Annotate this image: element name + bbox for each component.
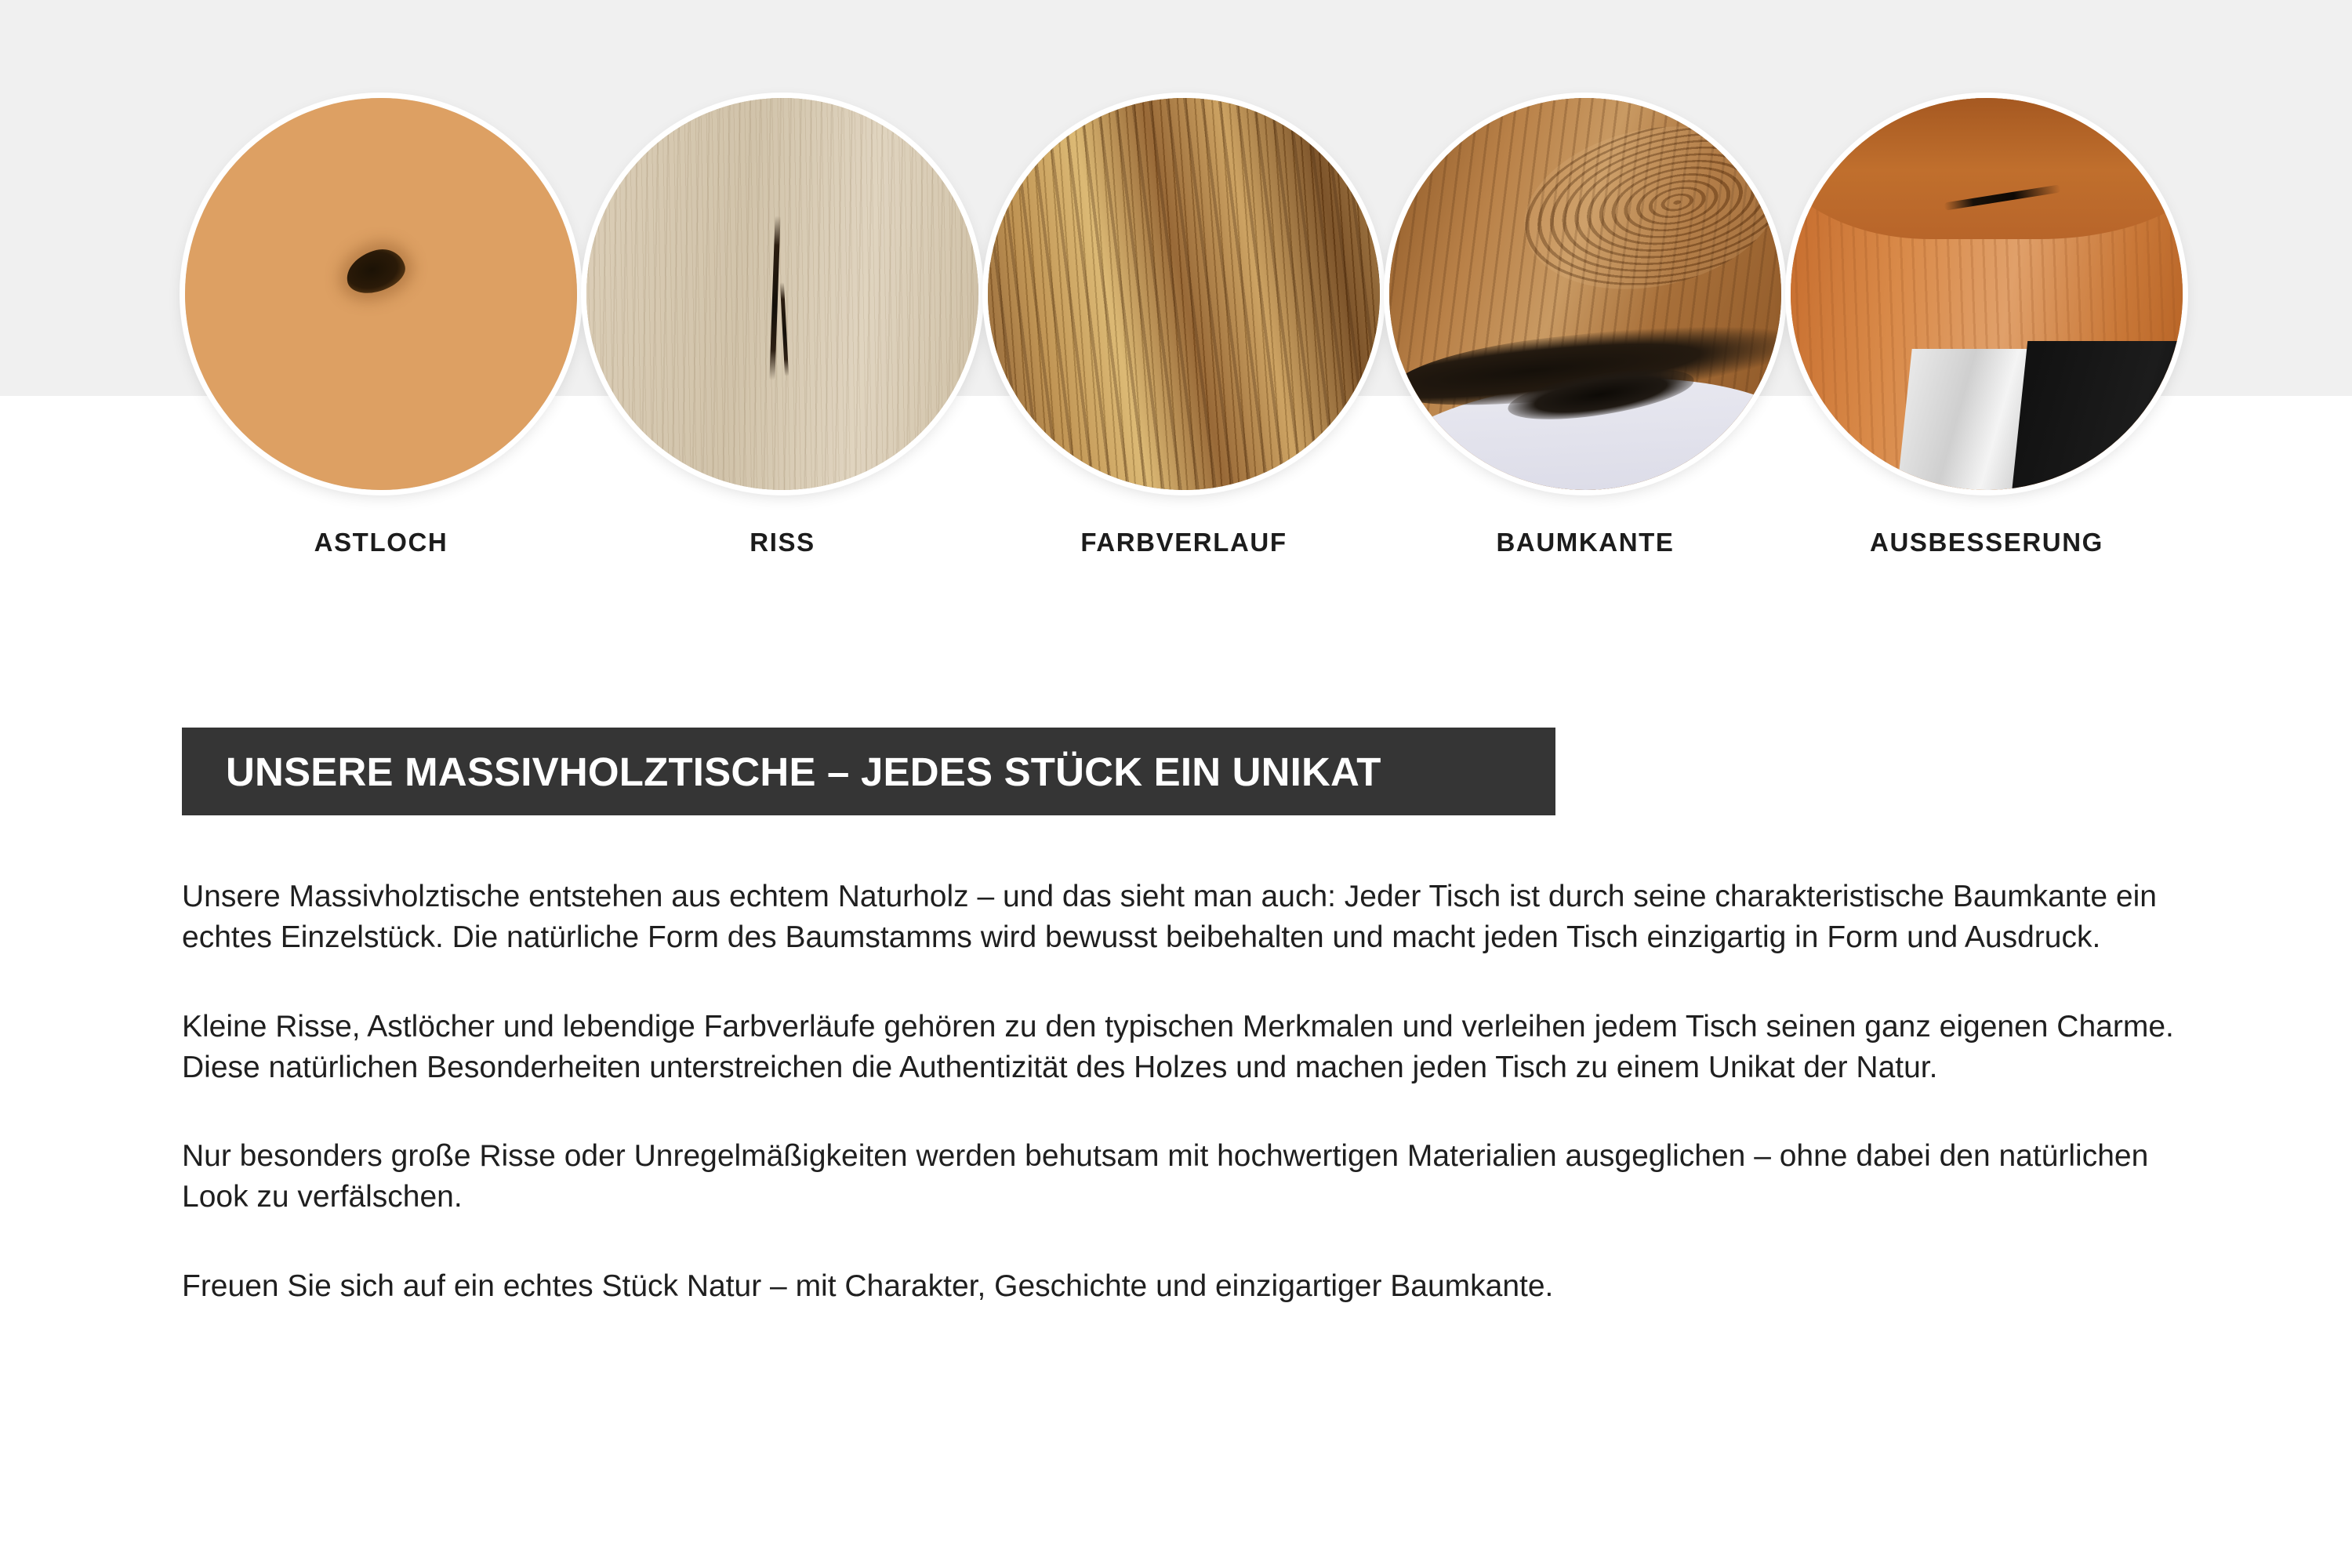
body-copy xyxy=(182,877,2177,1307)
paragraph-3: Nur besonders große Risse oder Unregelmäßigkeiten werden behutsam mit hochwertigen Materialien ausgeglichen – ohne dabei den natürlichen Look zu verfälschen. xyxy=(182,1139,2149,1214)
black-leg-shape xyxy=(2012,341,2183,490)
riss-image xyxy=(586,98,978,490)
wood-feature-strip xyxy=(180,98,2187,631)
farbverlauf-image xyxy=(988,98,1380,490)
wood-knot-photo xyxy=(185,98,577,490)
feature-ausbesserung xyxy=(1786,98,2187,557)
feature-label-riss: RISS xyxy=(750,528,815,557)
paragraph-4: Freuen Sie sich auf ein echtes Stück Natur – mit Charakter, Geschichte und einzigartiger Baumkante. xyxy=(182,1269,1554,1304)
feature-baumkante xyxy=(1385,98,1786,557)
feature-label-farbverlauf: FARBVERLAUF xyxy=(1080,528,1287,557)
feature-label-astloch: ASTLOCH xyxy=(314,528,448,557)
wood-colorgradient-photo xyxy=(988,98,1380,490)
feature-farbverlauf xyxy=(983,98,1385,557)
feature-astloch xyxy=(180,98,582,557)
table-edge-shape xyxy=(1791,98,2183,239)
paragraph-2: Kleine Risse, Astlöcher und lebendige Farbverläufe gehören zu den typischen Merkmalen und verleihen jedem Tisch seinen ganz eigenen Charme. Diese natürlichen Besonderheiten unterstreichen die Authentizität des Holzes und machen jeden Tisch zu einem Unikat der Natur. xyxy=(182,1009,2174,1084)
feature-label-ausbesserung: AUSBESSERUNG xyxy=(1870,528,2103,557)
ausbesserung-image xyxy=(1791,98,2183,490)
feature-riss xyxy=(582,98,983,557)
baumkante-image xyxy=(1389,98,1781,490)
headline-bar xyxy=(182,728,1555,815)
astloch-image xyxy=(185,98,577,490)
feature-label-baumkante: BAUMKANTE xyxy=(1496,528,1675,557)
steel-leg-shape xyxy=(1896,349,2029,490)
page-title: UNSERE MASSIVHOLZTISCHE – JEDES STÜCK EIN UNIKAT xyxy=(226,749,1381,794)
paragraph-1: Unsere Massivholztische entstehen aus echtem Naturholz – und das sieht man auch: Jeder Tisch ist durch seine charakteristische Baumkante ein echtes Einzelstück. Die natürliche Form des Baumstamms wird bewusst beibehalten und macht jeden Tisch einzigartig in Form und Ausdruck. xyxy=(182,880,2157,954)
